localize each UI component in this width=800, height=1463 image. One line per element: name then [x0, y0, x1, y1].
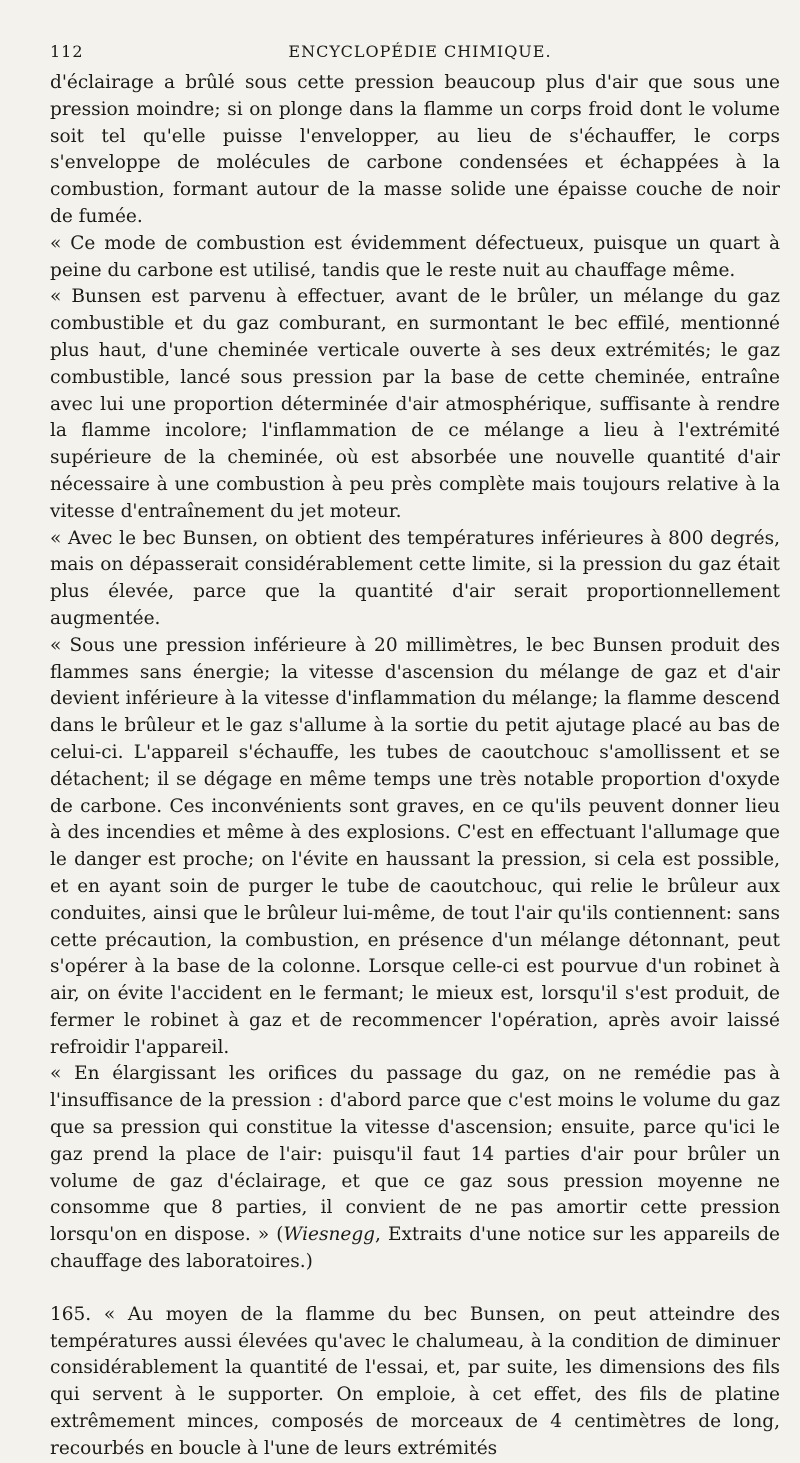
paragraph: « Ce mode de combustion est évidemment défectueux, puisque un quart à peine du carbone est utilisé, tandis que le reste nuit au chauffage même. — [50, 232, 780, 281]
citation-source: , Extraits d'une notice sur les appareils de chauffage des laboratoires.) — [50, 1224, 780, 1273]
page-number: 112 — [50, 42, 84, 61]
body-text — [50, 70, 780, 1276]
section-text: « Au moyen de la flamme du bec Bunsen, on peut atteindre des températures aussi élevées qu'avec le chalumeau, à la condition de diminuer considérablement la quantité de l'essai, et, par suite, les dimensions des fils qui servent à le supporter. On emploie, à cet effet, des fils de platine extrêmement minces, composés de morceaux de 4 centimètres de long, recourbés en boucle à l'une de leurs extrémités — [50, 1303, 780, 1459]
paragraph: d'éclairage a brûlé sous cette pression beaucoup plus d'air que sous une pression moindre; si on plonge dans la flamme un corps froid dont le volume soit tel qu'elle puisse l'envelopper, au lieu de s'échauffer, le corps s'enveloppe de molécules de carbone condensées et échappées à la combustion, formant autour de la masse solide une épaisse couche de noir de fumée. — [50, 72, 780, 227]
section-165 — [50, 1302, 780, 1463]
paragraph: « Bunsen est parvenu à effectuer, avant de le brûler, un mélange du gaz combustible et du gaz comburant, en surmontant le bec effilé, mentionné plus haut, d'une cheminée verticale ouverte à ses deux extrémités; le gaz combustible, lancé sous pression par la base de cette cheminée, entraîne avec lui une proportion déterminée d'air atmosphérique, suffisante à rendre la flamme incolore; l'inflammation de ce mélange a lieu à l'extrémité supérieure de la cheminée, où est absorbée une nouvelle quantité d'air nécessaire à une combustion à peu près complète mais toujours relative à la vitesse d'entraînement du jet moteur. — [50, 286, 780, 522]
citation-author: Wiesnegg — [283, 1224, 376, 1246]
running-head — [50, 42, 780, 70]
paragraph: « Avec le bec Bunsen, on obtient des températures inférieures à 800 degrés, mais on dépasserait considérablement cette limite, si la pression du gaz était plus élevée, parce que la quantité d'air serait proportionnellement augmentée. — [50, 527, 780, 629]
quote-paragraph — [50, 1061, 780, 1275]
paragraph: « Sous une pression inférieure à 20 millimètres, le bec Bunsen produit des flammes sans énergie; la vitesse d'ascension du mélange de gaz et d'air devient inférieure à la vitesse d'inflammation du mélange; la flamme descend dans le brûleur et le gaz s'allume à la sortie du petit ajutage placé au bas de celui-ci. L'appareil s'échauffe, les tubes de caoutchouc s'amollissent et se détachent; il se dégage en même temps une très notable proportion d'oxyde de carbone. Ces inconvénients sont graves, en ce qu'ils peuvent donner lieu à des incendies et même à des explosions. C'est en effectuant l'allumage que le danger est proche; on l'évite en haussant la pression, si cela est possible, et en ayant soin de purger le tube de caoutchouc, qui relie le brûleur aux conduites, ainsi que le brûleur lui-même, de tout l'air qu'ils contiennent: sans cette précaution, la combustion, en présence d'un mélange détonnant, peut s'opérer à la base de la colonne. Lorsque celle-ci est pourvue d'un robinet à air, on évite l'accident en le fermant; le mieux est, lorsqu'il s'est produit, de fermer le robinet à gaz et de recommencer l'opération, après avoir laissé refroidir l'appareil. — [50, 634, 780, 1058]
quote-text: « En élargissant les orifices du passage du gaz, on ne remédie pas à l'insuffisance de la pression : d'abord parce que c'est moins le volume du gaz que sa pression qui constitue la vitesse d'ascension; ensuite, parce qu'ici le gaz prend la place de l'air: puisqu'il faut 14 parties d'air pour brûler un volume de gaz d'éclairage, et que ce gaz sous pression moyenne ne consomme que 8 parties, il convient de ne pas amortir cette pression lorsqu'on en dispose. » ( — [50, 1063, 780, 1246]
section-gap — [50, 1276, 780, 1302]
section-number: 165. — [50, 1303, 92, 1325]
running-title: ENCYCLOPÉDIE CHIMIQUE. — [288, 42, 552, 61]
